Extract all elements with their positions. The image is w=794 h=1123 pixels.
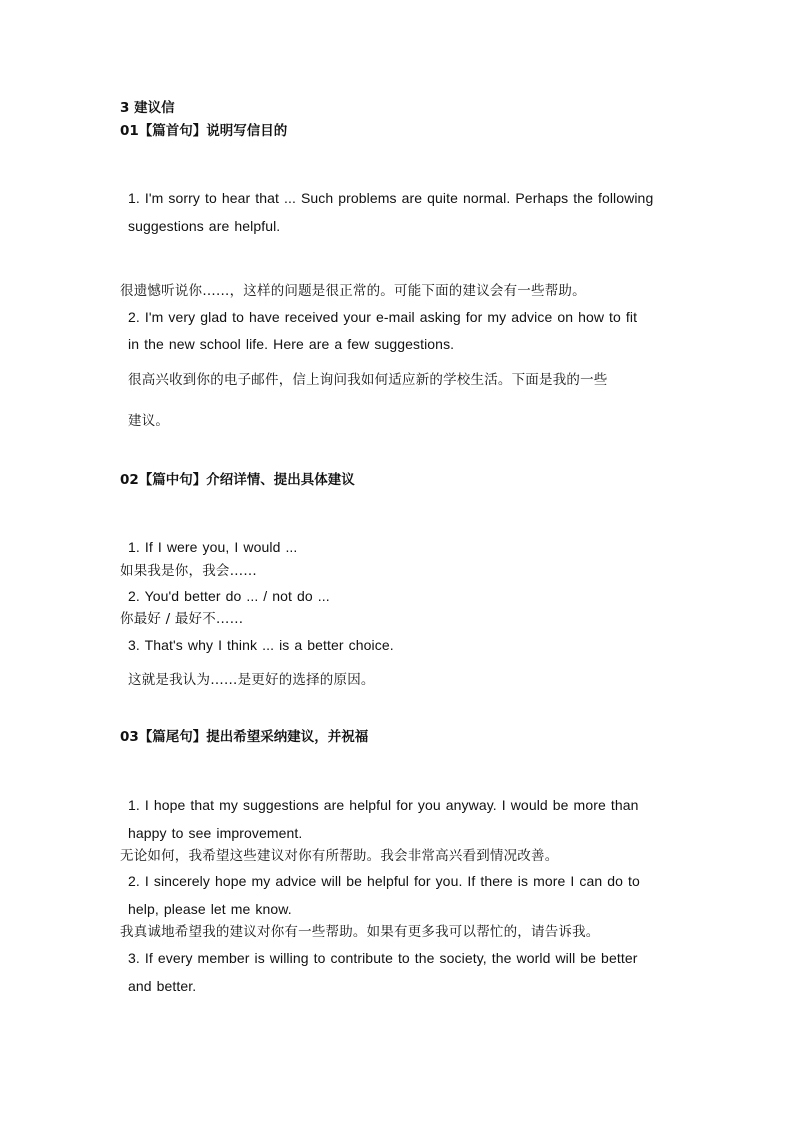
- s3-item1-en-line2: happy to see improvement.: [128, 825, 303, 841]
- s1-item2-en-line1: 2. I'm very glad to have received your e-mail asking for my advice on how to fit: [128, 309, 638, 325]
- s1-item2-en-line2: in the new school life. Here are a few suggestions.: [128, 336, 455, 352]
- s1-item2-zh-line1: 很高兴收到你的电子邮件，信上询问我如何适应新的学校生活。下面是我的一些: [128, 372, 608, 388]
- s2-item1-en: 1. If I were you, I would ...: [128, 539, 298, 555]
- s1-item1-en-line2: suggestions are helpful.: [128, 218, 281, 234]
- s1-item2-zh-line2: 建议。: [128, 413, 170, 429]
- s3-item1-en-line1: 1. I hope that my suggestions are helpful for you anyway. I would be more than: [128, 797, 639, 813]
- s1-item1-en-line1: 1. I'm sorry to hear that ... Such problems are quite normal. Perhaps the following: [128, 190, 654, 206]
- s3-item1-zh: 无论如何，我希望这些建议对你有所帮助。我会非常高兴看到情况改善。: [120, 848, 559, 864]
- s1-item1-zh: 很遗憾听说你……，这样的问题是很正常的。可能下面的建议会有一些帮助。: [120, 283, 586, 299]
- doc-title: 3 建议信: [120, 100, 175, 116]
- s3-item2-en-line1: 2. I sincerely hope my advice will be helpful for you. If there is more I can do to: [128, 873, 640, 889]
- s2-item3-zh: 这就是我认为……是更好的选择的原因。: [128, 672, 375, 688]
- s3-item3-en-line2: and better.: [128, 978, 197, 994]
- section1-heading: 01【篇首句】说明写信目的: [120, 123, 288, 139]
- section3-heading: 03【篇尾句】提出希望采纳建议，并祝福: [120, 729, 369, 745]
- s3-item3-en-line1: 3. If every member is willing to contribute to the society, the world will be better: [128, 950, 638, 966]
- section2-heading: 02【篇中句】介绍详情、提出具体建议: [120, 472, 355, 488]
- s2-item2-en: 2. You'd better do ... / not do ...: [128, 588, 330, 604]
- s3-item2-en-line2: help, please let me know.: [128, 901, 292, 917]
- s3-item2-zh: 我真诚地希望我的建议对你有一些帮助。如果有更多我可以帮忙的，请告诉我。: [120, 924, 600, 940]
- s2-item2-zh: 你最好 / 最好不……: [120, 611, 244, 627]
- s2-item1-zh: 如果我是你，我会……: [120, 563, 257, 579]
- s2-item3-en: 3. That's why I think ... is a better choice.: [128, 637, 394, 653]
